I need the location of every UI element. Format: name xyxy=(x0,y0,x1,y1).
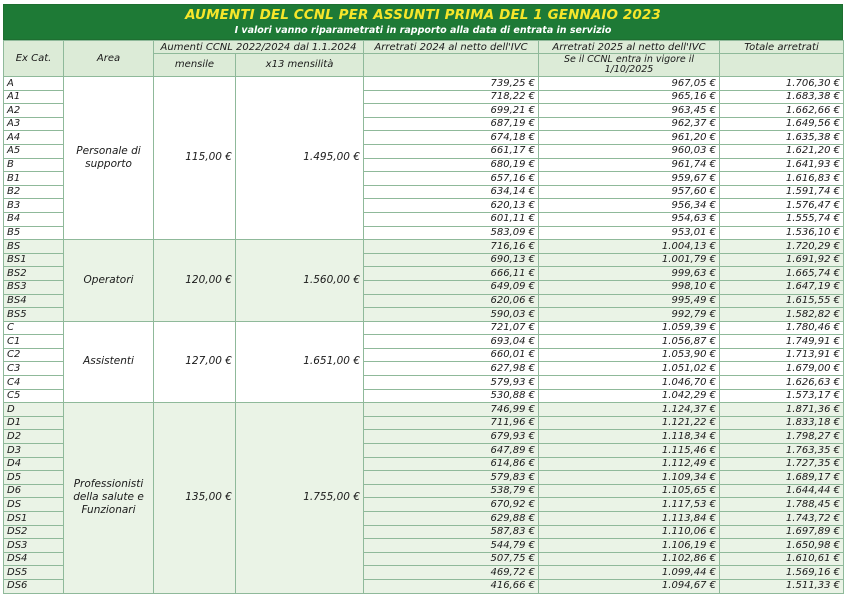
cell-arretrati-2024: 538,79 € xyxy=(364,484,539,498)
cell-arretrati-2025: 995,49 € xyxy=(539,294,720,308)
cell-arretrati-2024: 627,98 € xyxy=(364,362,539,376)
table-row xyxy=(4,77,844,91)
cell-arretrati-2025: 1.113,84 € xyxy=(539,512,720,526)
cell-ex-cat: D xyxy=(4,403,64,417)
cell-totale: 1.727,35 € xyxy=(720,457,844,471)
cell-arretrati-2025: 965,16 € xyxy=(539,90,720,104)
cell-arretrati-2025: 999,63 € xyxy=(539,267,720,281)
cell-arretrati-2024: 716,16 € xyxy=(364,240,539,254)
cell-arretrati-2024: 690,13 € xyxy=(364,253,539,267)
cell-arretrati-2024: 699,21 € xyxy=(364,104,539,118)
cell-ex-cat: C4 xyxy=(4,376,64,390)
cell-arretrati-2024: 579,93 € xyxy=(364,376,539,390)
cell-totale: 1.582,82 € xyxy=(720,308,844,322)
cell-arretrati-2024: 544,79 € xyxy=(364,539,539,553)
header-x13: x13 mensilità xyxy=(236,54,364,77)
cell-arretrati-2024: 620,13 € xyxy=(364,199,539,213)
cell-arretrati-2025: 954,63 € xyxy=(539,212,720,226)
cell-ex-cat: D5 xyxy=(4,471,64,485)
cell-totale: 1.665,74 € xyxy=(720,267,844,281)
cell-arretrati-2024: 629,88 € xyxy=(364,512,539,526)
cell-totale: 1.780,46 € xyxy=(720,321,844,335)
cell-ex-cat: A4 xyxy=(4,131,64,145)
cell-arretrati-2025: 1.099,44 € xyxy=(539,566,720,580)
cell-ex-cat: D3 xyxy=(4,444,64,458)
cell-totale: 1.713,91 € xyxy=(720,348,844,362)
cell-ex-cat: C5 xyxy=(4,389,64,403)
cell-totale: 1.573,17 € xyxy=(720,389,844,403)
arretrati-table xyxy=(3,40,844,594)
cell-arretrati-2025: 953,01 € xyxy=(539,226,720,240)
cell-totale: 1.616,83 € xyxy=(720,172,844,186)
cell-arretrati-2024: 680,19 € xyxy=(364,158,539,172)
cell-totale: 1.683,38 € xyxy=(720,90,844,104)
cell-area: Operatori xyxy=(64,240,154,322)
cell-ex-cat: DS3 xyxy=(4,539,64,553)
header-empty-2024 xyxy=(364,54,539,77)
cell-mensile: 120,00 € xyxy=(154,240,236,322)
cell-ex-cat: B1 xyxy=(4,172,64,186)
cell-ex-cat: DS4 xyxy=(4,552,64,566)
cell-arretrati-2024: 660,01 € xyxy=(364,348,539,362)
cell-arretrati-2025: 1.042,29 € xyxy=(539,389,720,403)
cell-totale: 1.641,93 € xyxy=(720,158,844,172)
cell-arretrati-2024: 649,09 € xyxy=(364,280,539,294)
cell-arretrati-2025: 957,60 € xyxy=(539,185,720,199)
cell-ex-cat: B3 xyxy=(4,199,64,213)
cell-ex-cat: B xyxy=(4,158,64,172)
cell-arretrati-2024: 661,17 € xyxy=(364,144,539,158)
cell-arretrati-2025: 961,20 € xyxy=(539,131,720,145)
cell-totale: 1.591,74 € xyxy=(720,185,844,199)
cell-totale: 1.576,47 € xyxy=(720,199,844,213)
cell-arretrati-2025: 961,74 € xyxy=(539,158,720,172)
cell-arretrati-2024: 579,83 € xyxy=(364,471,539,485)
cell-x13: 1.755,00 € xyxy=(236,403,364,593)
cell-ex-cat: DS6 xyxy=(4,579,64,593)
cell-arretrati-2025: 959,67 € xyxy=(539,172,720,186)
header-arretrati-2025-note: Se il CCNL entra in vigore il 1/10/2025 xyxy=(539,54,720,77)
header-mensile: mensile xyxy=(154,54,236,77)
cell-ex-cat: BS1 xyxy=(4,253,64,267)
cell-ex-cat: D6 xyxy=(4,484,64,498)
cell-totale: 1.706,30 € xyxy=(720,77,844,91)
header-arretrati-2025: Arretrati 2025 al netto dell'IVC xyxy=(539,41,720,54)
header-empty-totale xyxy=(720,54,844,77)
cell-totale: 1.743,72 € xyxy=(720,512,844,526)
cell-arretrati-2024: 657,16 € xyxy=(364,172,539,186)
cell-totale: 1.679,00 € xyxy=(720,362,844,376)
cell-totale: 1.615,55 € xyxy=(720,294,844,308)
cell-area: Personale di supporto xyxy=(64,77,154,240)
cell-totale: 1.689,17 € xyxy=(720,471,844,485)
cell-arretrati-2024: 718,22 € xyxy=(364,90,539,104)
cell-arretrati-2024: 674,18 € xyxy=(364,131,539,145)
cell-arretrati-2024: 670,92 € xyxy=(364,498,539,512)
cell-arretrati-2024: 601,11 € xyxy=(364,212,539,226)
cell-totale: 1.697,89 € xyxy=(720,525,844,539)
cell-ex-cat: D1 xyxy=(4,416,64,430)
cell-arretrati-2025: 1.046,70 € xyxy=(539,376,720,390)
cell-arretrati-2025: 1.124,37 € xyxy=(539,403,720,417)
cell-arretrati-2025: 1.102,86 € xyxy=(539,552,720,566)
cell-totale: 1.798,27 € xyxy=(720,430,844,444)
cell-arretrati-2025: 1.059,39 € xyxy=(539,321,720,335)
cell-arretrati-2024: 647,89 € xyxy=(364,444,539,458)
cell-totale: 1.626,63 € xyxy=(720,376,844,390)
header-area: Area xyxy=(64,41,154,77)
cell-arretrati-2024: 530,88 € xyxy=(364,389,539,403)
cell-ex-cat: BS5 xyxy=(4,308,64,322)
cell-arretrati-2025: 1.053,90 € xyxy=(539,348,720,362)
cell-arretrati-2025: 1.115,46 € xyxy=(539,444,720,458)
cell-ex-cat: B5 xyxy=(4,226,64,240)
cell-arretrati-2024: 721,07 € xyxy=(364,321,539,335)
cell-arretrati-2025: 960,03 € xyxy=(539,144,720,158)
cell-ex-cat: A3 xyxy=(4,117,64,131)
cell-arretrati-2025: 992,79 € xyxy=(539,308,720,322)
cell-ex-cat: DS5 xyxy=(4,566,64,580)
cell-totale: 1.720,29 € xyxy=(720,240,844,254)
cell-ex-cat: C3 xyxy=(4,362,64,376)
cell-area: Professionisti della salute e Funzionari xyxy=(64,403,154,593)
cell-arretrati-2024: 416,66 € xyxy=(364,579,539,593)
cell-arretrati-2025: 967,05 € xyxy=(539,77,720,91)
cell-arretrati-2024: 614,86 € xyxy=(364,457,539,471)
cell-arretrati-2024: 711,96 € xyxy=(364,416,539,430)
cell-arretrati-2025: 1.094,67 € xyxy=(539,579,720,593)
cell-ex-cat: B2 xyxy=(4,185,64,199)
cell-area: Assistenti xyxy=(64,321,154,403)
cell-arretrati-2025: 1.121,22 € xyxy=(539,416,720,430)
cell-totale: 1.749,91 € xyxy=(720,335,844,349)
cell-arretrati-2024: 507,75 € xyxy=(364,552,539,566)
cell-ex-cat: DS2 xyxy=(4,525,64,539)
cell-arretrati-2025: 1.110,06 € xyxy=(539,525,720,539)
cell-ex-cat: A2 xyxy=(4,104,64,118)
cell-arretrati-2024: 590,03 € xyxy=(364,308,539,322)
cell-ex-cat: BS xyxy=(4,240,64,254)
cell-x13: 1.651,00 € xyxy=(236,321,364,403)
cell-ex-cat: A1 xyxy=(4,90,64,104)
cell-totale: 1.610,61 € xyxy=(720,552,844,566)
cell-totale: 1.871,36 € xyxy=(720,403,844,417)
cell-arretrati-2025: 1.051,02 € xyxy=(539,362,720,376)
cell-ex-cat: DS xyxy=(4,498,64,512)
cell-totale: 1.763,35 € xyxy=(720,444,844,458)
header-row-1 xyxy=(4,41,844,54)
cell-mensile: 115,00 € xyxy=(154,77,236,240)
cell-totale: 1.788,45 € xyxy=(720,498,844,512)
cell-ex-cat: C xyxy=(4,321,64,335)
cell-totale: 1.833,18 € xyxy=(720,416,844,430)
cell-arretrati-2025: 1.112,49 € xyxy=(539,457,720,471)
cell-totale: 1.621,20 € xyxy=(720,144,844,158)
cell-arretrati-2025: 1.001,79 € xyxy=(539,253,720,267)
cell-arretrati-2025: 956,34 € xyxy=(539,199,720,213)
table-row xyxy=(4,403,844,417)
cell-x13: 1.495,00 € xyxy=(236,77,364,240)
cell-ex-cat: BS3 xyxy=(4,280,64,294)
cell-arretrati-2025: 1.105,65 € xyxy=(539,484,720,498)
ccnl-table-sheet xyxy=(3,4,843,594)
cell-ex-cat: A5 xyxy=(4,144,64,158)
cell-arretrati-2024: 587,83 € xyxy=(364,525,539,539)
cell-arretrati-2024: 679,93 € xyxy=(364,430,539,444)
cell-arretrati-2025: 1.056,87 € xyxy=(539,335,720,349)
cell-ex-cat: DS1 xyxy=(4,512,64,526)
cell-arretrati-2024: 620,06 € xyxy=(364,294,539,308)
cell-ex-cat: BS4 xyxy=(4,294,64,308)
cell-totale: 1.691,92 € xyxy=(720,253,844,267)
cell-arretrati-2024: 666,11 € xyxy=(364,267,539,281)
cell-arretrati-2024: 634,14 € xyxy=(364,185,539,199)
cell-totale: 1.555,74 € xyxy=(720,212,844,226)
cell-totale: 1.511,33 € xyxy=(720,579,844,593)
cell-arretrati-2024: 739,25 € xyxy=(364,77,539,91)
cell-arretrati-2025: 998,10 € xyxy=(539,280,720,294)
table-row xyxy=(4,240,844,254)
table-row xyxy=(4,321,844,335)
cell-ex-cat: C1 xyxy=(4,335,64,349)
cell-arretrati-2024: 583,09 € xyxy=(364,226,539,240)
cell-ex-cat: D4 xyxy=(4,457,64,471)
cell-arretrati-2025: 1.106,19 € xyxy=(539,539,720,553)
cell-arretrati-2024: 469,72 € xyxy=(364,566,539,580)
cell-ex-cat: D2 xyxy=(4,430,64,444)
cell-x13: 1.560,00 € xyxy=(236,240,364,322)
header-totale: Totale arretrati xyxy=(720,41,844,54)
cell-mensile: 127,00 € xyxy=(154,321,236,403)
cell-totale: 1.569,16 € xyxy=(720,566,844,580)
title-banner xyxy=(3,4,843,40)
cell-arretrati-2024: 687,19 € xyxy=(364,117,539,131)
cell-arretrati-2024: 693,04 € xyxy=(364,335,539,349)
cell-arretrati-2025: 1.004,13 € xyxy=(539,240,720,254)
cell-totale: 1.649,56 € xyxy=(720,117,844,131)
cell-arretrati-2024: 746,99 € xyxy=(364,403,539,417)
cell-ex-cat: C2 xyxy=(4,348,64,362)
cell-arretrati-2025: 1.118,34 € xyxy=(539,430,720,444)
cell-totale: 1.635,38 € xyxy=(720,131,844,145)
table-body xyxy=(4,77,844,594)
cell-ex-cat: A xyxy=(4,77,64,91)
cell-totale: 1.536,10 € xyxy=(720,226,844,240)
cell-arretrati-2025: 1.109,34 € xyxy=(539,471,720,485)
header-arretrati-2024: Arretrati 2024 al netto dell'IVC xyxy=(364,41,539,54)
cell-ex-cat: BS2 xyxy=(4,267,64,281)
header-aumenti: Aumenti CCNL 2022/2024 dal 1.1.2024 xyxy=(154,41,364,54)
cell-arretrati-2025: 963,45 € xyxy=(539,104,720,118)
cell-ex-cat: B4 xyxy=(4,212,64,226)
cell-totale: 1.644,44 € xyxy=(720,484,844,498)
cell-totale: 1.650,98 € xyxy=(720,539,844,553)
cell-arretrati-2025: 962,37 € xyxy=(539,117,720,131)
table-subtitle: I valori vanno riparametrati in rapporto alla data di entrata in servizio xyxy=(234,25,612,36)
cell-arretrati-2025: 1.117,53 € xyxy=(539,498,720,512)
cell-mensile: 135,00 € xyxy=(154,403,236,593)
table-title: AUMENTI DEL CCNL PER ASSUNTI PRIMA DEL 1 GENNAIO 2023 xyxy=(185,7,661,23)
cell-totale: 1.647,19 € xyxy=(720,280,844,294)
cell-totale: 1.662,66 € xyxy=(720,104,844,118)
header-ex-cat: Ex Cat. xyxy=(4,41,64,77)
